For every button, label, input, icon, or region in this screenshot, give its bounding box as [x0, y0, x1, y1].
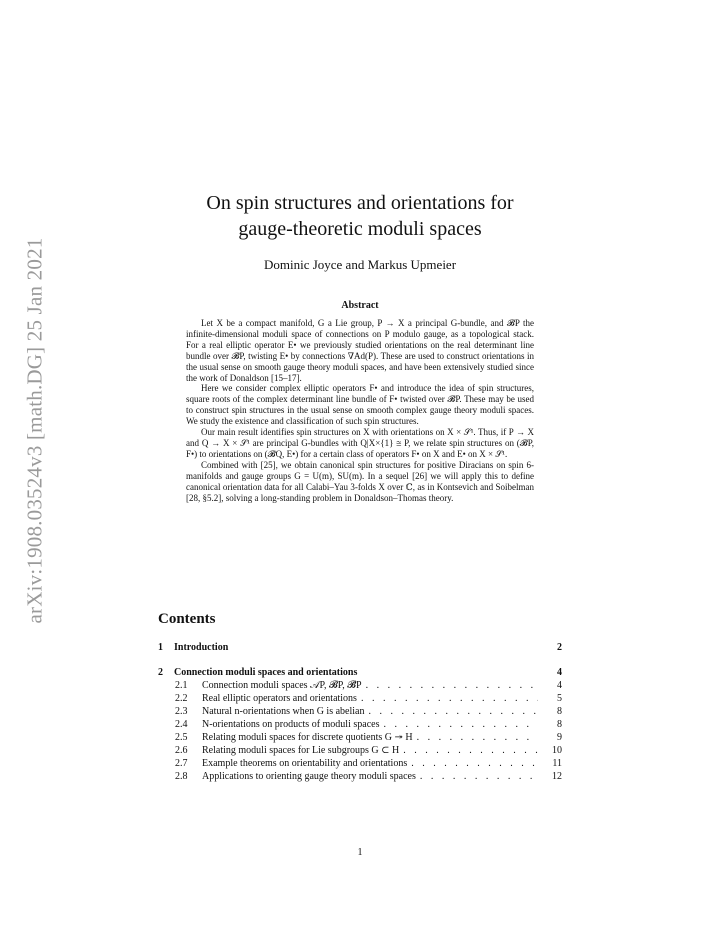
toc-entry-subsection-2-3[interactable]	[158, 705, 562, 718]
toc-dot-leader	[403, 744, 538, 757]
toc-entry-subsection-2-1[interactable]	[158, 679, 562, 692]
toc-entry-subsection-2-5[interactable]	[158, 731, 562, 744]
abstract-paragraph: Let X be a compact manifold, G a Lie group, P → X a principal G-bundle, and 𝓑P the infinite-dimensional moduli space of connections on P modulo gauge, as a topological stack. For a real elliptic operator E• we previously studied orientations on the real determinant line bundle over 𝓑P, twisting E• by connections ∇Ad(P). These are used to construct orientations in the usual sense on smooth gauge theory moduli spaces, and have been extensively studied since the work of Donaldson [15–17].	[186, 318, 534, 383]
abstract-paragraph: Combined with [25], we obtain canonical spin structures for positive Diracians on spin 6-manifolds and gauge groups G = U(m), SU(m). In a sequel [26] we will apply this to define canonical orientation data for all Calabi–Yau 3-folds X over ℂ, as in Kontsevich and Soibelman [28, §5.2], solving a long-standing problem in Donaldson–Thomas theory.	[186, 459, 534, 503]
abstract-heading: Abstract	[341, 300, 379, 311]
table-of-contents	[158, 641, 562, 783]
paper-title	[160, 190, 560, 242]
toc-entry-title: N-orientations on products of moduli spaces	[202, 719, 380, 730]
toc-entry-page: 2	[557, 642, 562, 653]
toc-dot-leader	[361, 692, 538, 705]
toc-entry-title: Connection moduli spaces and orientations	[174, 667, 358, 678]
toc-entry-number: 2.3	[175, 706, 188, 717]
toc-entry-number: 2.5	[175, 732, 188, 743]
abstract-paragraph: Our main result identifies spin structures on X with orientations on X × 𝒮¹. Thus, if P → X and Q → X × 𝒮¹ are principal G-bundles with Q|X×{1} ≅ P, we relate spin structures on (𝓑P, F•) to orientations on (𝓑Q, E•) for a certain class of operators F• on X and E• on X × 𝒮¹.	[186, 427, 534, 459]
page-number: 1	[357, 847, 363, 858]
toc-entry-section-2[interactable]	[158, 666, 562, 679]
toc-dot-leader	[417, 731, 538, 744]
toc-entry-number: 2.8	[175, 771, 188, 782]
toc-entry-page: 8	[557, 706, 562, 717]
paper-title-line-2: gauge-theoretic moduli spaces	[238, 218, 482, 240]
toc-entry-page: 4	[557, 667, 562, 678]
toc-entry-subsection-2-7[interactable]	[158, 757, 562, 770]
toc-entry-title: Applications to orienting gauge theory moduli spaces	[202, 771, 416, 782]
toc-entry-page: 8	[557, 719, 562, 730]
paper-title-line-1: On spin structures and orientations for	[206, 192, 514, 214]
abstract-body	[186, 318, 534, 503]
toc-entry-subsection-2-2[interactable]	[158, 692, 562, 705]
toc-entry-title: Example theorems on orientability and orientations	[202, 758, 408, 769]
paper-authors: Dominic Joyce and Markus Upmeier	[263, 257, 457, 272]
toc-entry-page: 12	[552, 771, 562, 782]
toc-entry-title: Relating moduli spaces for discrete quotients G ↠ H	[202, 732, 413, 743]
toc-dot-leader	[368, 705, 538, 718]
contents-heading: Contents	[158, 611, 216, 627]
toc-entry-number: 2.2	[175, 693, 188, 704]
toc-entry-title: Natural n-orientations when G is abelian	[202, 706, 365, 717]
arxiv-identifier-stamp	[20, 215, 50, 645]
abstract-paragraph: Here we consider complex elliptic operators F• and introduce the idea of spin structures, square roots of the complex determinant line bundle of F• twisted over 𝓑P. These may be used to construct spin structures in the usual sense on smooth complex gauge theory moduli spaces. We study the existence and classification of such spin structures.	[186, 383, 534, 427]
toc-entry-number: 2	[158, 667, 163, 678]
toc-entry-number: 2.7	[175, 758, 188, 769]
toc-entry-title: Relating moduli spaces for Lie subgroups G ⊂ H	[202, 745, 400, 756]
toc-entry-page: 10	[552, 745, 562, 756]
toc-entry-title: Connection moduli spaces 𝒜P, 𝓑P, 𝓑̄P	[202, 680, 362, 691]
toc-entry-number: 2.1	[175, 680, 188, 691]
toc-entry-number: 2.6	[175, 745, 188, 756]
toc-entry-section-1[interactable]	[158, 641, 562, 654]
toc-entry-number: 1	[158, 642, 163, 653]
toc-entry-page: 9	[557, 732, 562, 743]
toc-entry-number: 2.4	[175, 719, 188, 730]
toc-entry-page: 11	[552, 758, 562, 769]
toc-entry-title: Introduction	[174, 642, 229, 653]
toc-entry-subsection-2-6[interactable]	[158, 744, 562, 757]
toc-entry-title: Real elliptic operators and orientations	[202, 693, 357, 704]
arxiv-identifier-text: arXiv:1908.03524v3 [math.DG] 25 Jan 2021	[22, 237, 47, 623]
toc-entry-subsection-2-8[interactable]	[158, 770, 562, 783]
toc-entry-page: 4	[557, 680, 562, 691]
toc-dot-leader	[366, 679, 538, 692]
toc-dot-leader	[411, 757, 538, 770]
toc-dot-leader	[420, 770, 538, 783]
toc-entry-page: 5	[557, 693, 562, 704]
toc-entry-subsection-2-4[interactable]	[158, 718, 562, 731]
toc-dot-leader	[383, 718, 538, 731]
